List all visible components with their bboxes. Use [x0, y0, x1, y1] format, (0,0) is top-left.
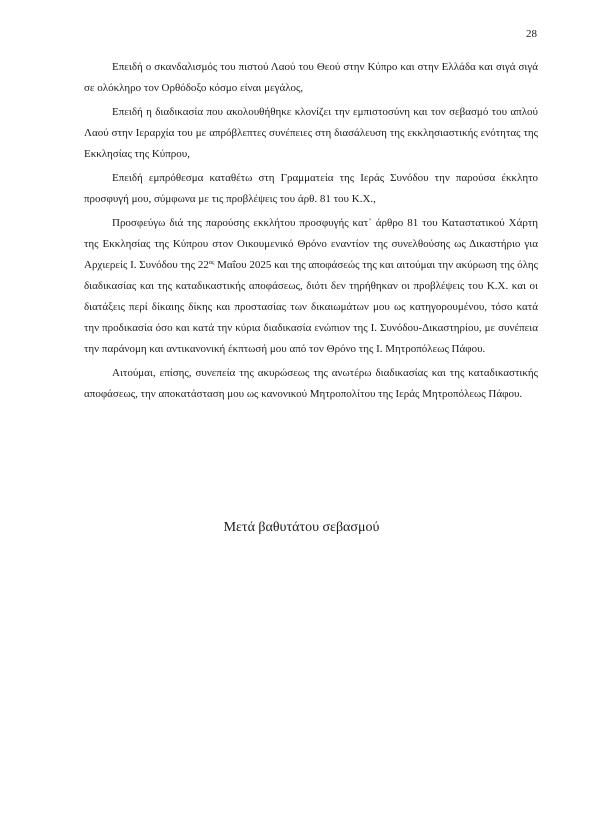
paragraph-filing: Επειδή εμπρόθεσμα καταθέτω στη Γραμματεία της Ιεράς Συνόδου την παρούσα έκκλητο προσφυγή μου, σύμφωνα με τις προβλέψεις του άρθ. 81 του Κ.Χ.,: [84, 172, 538, 205]
date-ordinal-suffix: ας: [208, 260, 215, 266]
appeal-text-start: Προσφεύγω διά της παρούσης εκκλήτου προσφυγής κατ᾽ άρθρο 81 του Καταστατικού Χάρτη της Εκκλησίας της Κύπρου στον Οικουμενικό Θρόνο εναντίον της συνελθούσης ως Δικαστήριο για Αρχιερείς Ι. Συνόδου της 22: [84, 217, 538, 271]
paragraph-procedure: Επειδή η διαδικασία που ακολουθήθηκε κλονίζει την εμπιστοσύνη και τον σεβασμό του απλού Λαού στην Ιεραρχία του με απρόβλεπτες συνέπειες στη διασάλευση της εκκλησιαστικής ενότητας της Εκκλησίας της Κύπρου,: [84, 106, 538, 160]
appeal-text-end: Μαΐου 2025 και της αποφάσεώς της και αιτούμαι την ακύρωση της όλης διαδικασίας και της καταδικαστικής αποφάσεως, διότι δεν τηρήθηκαν οι προβλέψεις του Κ.Χ. και οι διατάξεις περί δίκαιης δίκης και προστασίας των δικαιωμάτων μου ως κατηγορουμένου, τόσο κατά την προδικασία όσο και κατά την κύρια διαδικασία ενώπιον της Ι. Συνόδου-Δικαστηρίου, με συνέπεια την παράνομη και αντικανονική έκπτωσή μου από τον Θρόνο της Ι. Μητροπόλεως Πάφου.: [84, 259, 538, 355]
closing-salutation: Μετά βαθυτάτου σεβασμού: [223, 520, 380, 535]
document-body: [84, 57, 538, 408]
paragraph-scandal: Επειδή ο σκανδαλισμός του πιστού Λαού του Θεού στην Κύπρο και στην Ελλάδα και σιγά σιγά σε ολόκληρο τον Ορθόδοξο κόσμο είναι μεγάλος,: [84, 61, 538, 94]
paragraph-appeal: [84, 213, 538, 360]
page-number: 28: [526, 28, 537, 40]
paragraph-restoration: Αιτούμαι, επίσης, συνεπεία της ακυρώσεως της ανωτέρω διαδικασίας και της καταδικαστικής αποφάσεως, την αποκατάσταση μου ως κανονικού Μητροπολίτου της Ιεράς Μητροπόλεως Πάφου.: [84, 367, 538, 400]
